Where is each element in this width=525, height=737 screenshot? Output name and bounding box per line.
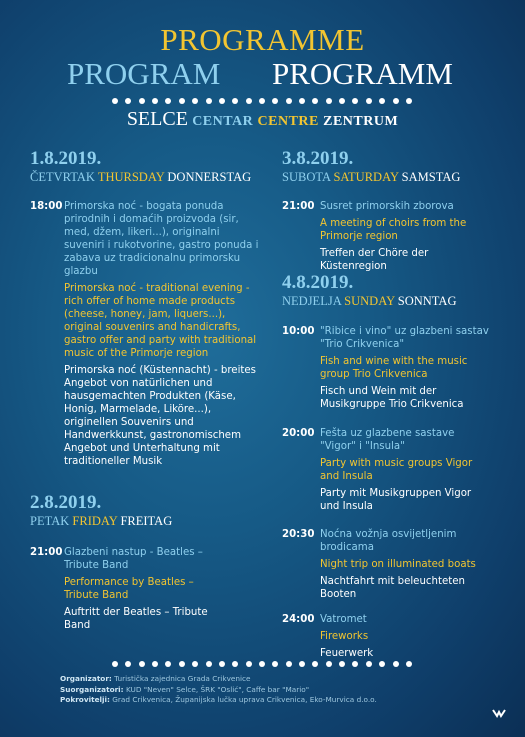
event-time: 21:00 [282, 201, 315, 212]
sponsors-value: Grad Crikvenica, Županijska lučka uprava Crikvenica, Eko-Murvica d.o.o. [112, 695, 377, 704]
day-name-de: DONNERSTAG [167, 170, 252, 184]
sponsors-label: Pokrovitelji: [60, 695, 110, 704]
credits [60, 674, 377, 706]
organizer-line [60, 674, 377, 685]
day-name-en: SUNDAY [344, 294, 395, 308]
co-organizers-value: KUD "Neven" Selce, ŠRK "Oslić", Caffe bar "Mario" [125, 684, 310, 694]
bottom-dot-divider [112, 659, 412, 669]
day-date: 2.8.2019. [30, 492, 102, 513]
event-text-hr: Fešta uz glazbene sastave "Vigor" i "Insula" [320, 428, 455, 452]
event-text-hr: Glazbeni nastup - Beatles – Tribute Band [64, 547, 203, 571]
event-text-de: Fisch und Wein mit der Musikgruppe Trio Crikvenica [320, 386, 464, 410]
venue-en: CENTRE [257, 114, 319, 129]
day-date: 4.8.2019. [282, 272, 354, 293]
event-time: 24:00 [282, 614, 315, 625]
organizer-value: Turistička zajednica Grada Crikvenice [114, 674, 251, 683]
top-dot-divider [112, 96, 412, 106]
venue-hr: CENTAR [192, 114, 254, 129]
day-name-en: SATURDAY [333, 170, 399, 184]
sponsors-line [60, 695, 377, 706]
day-date: 1.8.2019. [30, 148, 102, 169]
title-german: PROGRAMM [272, 56, 453, 91]
event-text-de: Treffen der Chöre der Küstenregion [320, 248, 429, 272]
event-text-en: Performance by Beatles – Tribute Band [64, 577, 194, 601]
event-text-hr: Noćna vožnja osvijetljenim brodicama [320, 529, 457, 553]
day-date: 3.8.2019. [282, 148, 354, 169]
title-croatian: PROGRAM [67, 56, 221, 91]
event-time: 21:00 [30, 547, 63, 558]
event-time: 10:00 [282, 326, 315, 337]
day-name-hr: PETAK [30, 514, 70, 528]
event-text-en: Primorska noć - traditional evening - rich offer of home made products (cheese, honey, jam, liquers...), original souvenirs and handicrafts, gastro offer and party with traditional music of the Primorje region [64, 283, 257, 359]
event-text-hr: Vatromet [320, 614, 367, 625]
event-time: 18:00 [30, 201, 63, 212]
event-time: 20:30 [282, 529, 315, 540]
day-name-hr: SUBOTA [282, 170, 331, 184]
event-text-en: Party with music groups Vigor and Insula [320, 458, 473, 482]
event-text-de: Nachtfahrt mit beleuchteten Booten [320, 576, 465, 600]
event-text-hr: Susret primorskih zborova [320, 201, 454, 212]
venue-line [0, 108, 525, 131]
title-english: PROGRAMME [160, 22, 365, 57]
day-name-en: THURSDAY [97, 170, 165, 184]
event-time: 20:00 [282, 428, 315, 439]
day-names [30, 514, 172, 529]
event-text-en: Fish and wine with the music group Trio Crikvenica [320, 356, 468, 380]
day-name-hr: ČETVRTAK [30, 170, 95, 184]
co-organizers-label: Suorganizatori: [60, 684, 124, 694]
event-text-en: Night trip on illuminated boats [320, 559, 476, 570]
venue-de: ZENTRUM [323, 114, 399, 129]
event-text-de: Feuerwerk [320, 648, 374, 659]
organizer-label: Organizator: [60, 674, 112, 683]
day-name-de: SONNTAG [397, 294, 457, 308]
day-names [282, 170, 460, 185]
event-text-hr: Primorska noć - bogata ponuda prirodnih i domaćih proizvoda (sir, med, džem, likeri...), originalni suveniri i rukotvorine, gastro ponuda i zabava uz tradicionalnu primorsku glazbu [64, 201, 259, 277]
day-names [30, 170, 251, 185]
day-name-de: SAMSTAG [401, 170, 461, 184]
event-text-en: Fireworks [320, 631, 369, 642]
event-text-de: Primorska noć (Küstennacht) - breites Angebot von natürlichen und hausgemachten Produkten (Käse, Honig, Marmelade, Liköre...), originellen Souvenirs und Handwerkkunst, gastronomischem Angebot und Unterhaltung mit traditioneller Musik [64, 365, 256, 467]
day-names [282, 294, 457, 309]
co-organizers-line [60, 685, 377, 696]
day-name-en: FRIDAY [72, 514, 118, 528]
venue-name: SELCE [126, 108, 188, 130]
event-text-de: Auftritt der Beatles – Tribute Band [64, 607, 208, 631]
event-text-de: Party mit Musikgruppen Vigor und Insula [320, 488, 472, 512]
event-text-en: A meeting of choirs from the Primorje region [320, 218, 467, 242]
day-name-de: FREITAG [120, 514, 173, 528]
day-name-hr: NEDJELJA [282, 294, 342, 308]
tourist-board-logo-icon [492, 708, 506, 718]
event-text-hr: "Ribice i vino" uz glazbeni sastav "Trio Crikvenica" [320, 326, 489, 350]
